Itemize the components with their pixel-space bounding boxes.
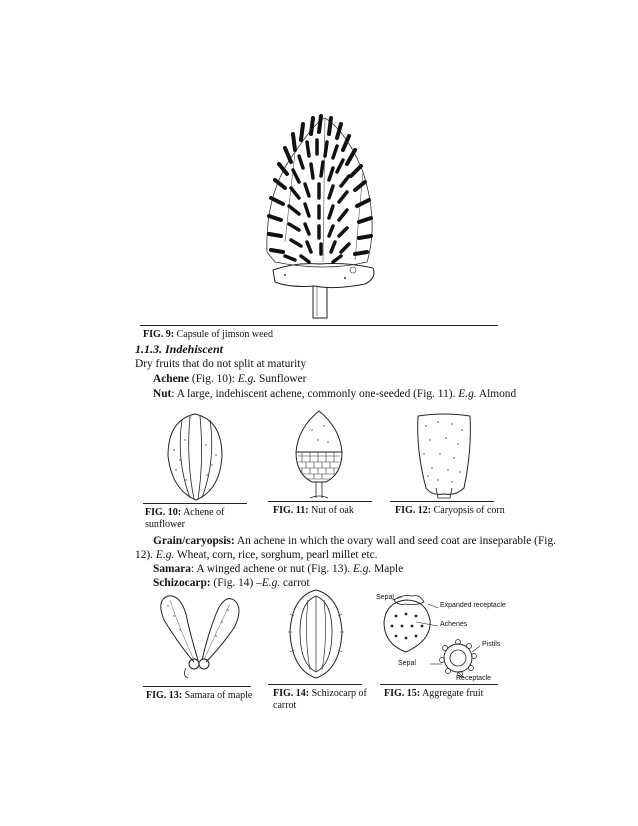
fig13-illustration (150, 590, 246, 682)
nut-line (153, 387, 516, 401)
fig11-label: FIG. 11: (273, 505, 309, 516)
fig9-label: FIG. 9: (143, 329, 175, 340)
schizocarp-eg: E.g. (261, 577, 281, 589)
grain-rest1: An achene in which the ovary wall and seed coat are inseparable (Fig. (234, 535, 556, 547)
fig10-illustration (160, 410, 230, 502)
fig15-label-sepal-top: Sepal (376, 594, 394, 601)
section-heading: 1.1.3. Indehiscent (135, 342, 224, 356)
fig9-text: Capsule of jimson weed (176, 329, 273, 340)
fig14-label: FIG. 14: (273, 688, 310, 699)
fig14-illustration (284, 586, 348, 682)
fig15-label-expanded: Expanded receptacle (440, 602, 506, 609)
fig12-illustration (412, 410, 476, 500)
fig10-label: FIG. 10: (145, 507, 182, 518)
fig15-label-pistils: Pistils (482, 641, 501, 648)
samara-term: Samara (153, 563, 191, 575)
fig15-caption-rule (380, 684, 498, 685)
samara-rest2: Maple (371, 563, 404, 575)
fig15-label-receptacle: Receptacle (456, 675, 492, 682)
fig10-caption (145, 507, 249, 531)
fig15-text: Aggregate fruit (422, 688, 484, 699)
fig14-caption-rule (268, 684, 362, 685)
fig13-caption (146, 690, 252, 702)
nut-rest2: Almond (476, 388, 517, 400)
nut-eg: E.g. (458, 388, 477, 400)
fig9-caption-rule (140, 325, 498, 326)
fig10-text2: sunflower (145, 519, 185, 530)
fig11-text: Nut of oak (311, 505, 354, 516)
fig14-text2: carrot (273, 700, 297, 711)
fig15-label: FIG. 15: (384, 688, 421, 699)
grain-line2 (135, 548, 378, 562)
fig12-label: FIG. 12: (395, 505, 432, 516)
achene-line (153, 372, 306, 386)
schizocarp-term: Schizocarp: (153, 577, 211, 589)
nut-rest1: : A large, indehiscent achene, commonly one-seeded (Fig. 11). (171, 388, 459, 400)
fig11-illustration (288, 408, 350, 502)
fig14-caption (273, 688, 369, 712)
fig15-caption (384, 688, 483, 700)
samara-line (153, 562, 403, 576)
fig11-caption-rule (268, 501, 372, 502)
fig13-caption-rule (143, 686, 251, 687)
schizocarp-rest1: (Fig. 14) – (210, 577, 262, 589)
achene-eg: E.g. (237, 373, 257, 385)
fig12-text: Caryopsis of corn (433, 505, 505, 516)
samara-eg: E.g. (352, 563, 372, 575)
fig13-text: Samara of maple (184, 690, 253, 701)
grain-term: Grain/caryopsis: (153, 535, 235, 547)
fig10-caption-rule (143, 503, 247, 504)
fig12-caption-rule (390, 501, 494, 502)
section-intro: Dry fruits that do not split at maturity (135, 358, 307, 370)
achene-term: Achene (153, 373, 190, 385)
fig13-label: FIG. 13: (146, 690, 183, 701)
fig12-caption (395, 505, 505, 517)
fig15-label-sepal-bottom: Sepal (398, 660, 416, 667)
fig10-text1: Achene of (183, 507, 225, 518)
nut-term: Nut (153, 388, 172, 400)
fig9-caption (143, 329, 273, 341)
grain-line2a: 12). (135, 549, 156, 561)
fig9-illustration (255, 112, 385, 324)
fig15-label-achenes: Achenes (440, 621, 468, 628)
grain-eg: E.g. (155, 549, 175, 561)
achene-rest2: Sunflower (256, 373, 307, 385)
samara-rest1: : A winged achene or nut (Fig. 13). (190, 563, 353, 575)
schizocarp-rest2: carrot (280, 577, 310, 589)
grain-line1 (153, 534, 556, 548)
fig14-text1: Schizocarp of (311, 688, 367, 699)
grain-line2b: Wheat, corn, rice, sorghum, pearl millet etc. (174, 549, 378, 561)
achene-rest1: (Fig. 10): (189, 373, 238, 385)
fig11-caption (273, 505, 354, 517)
